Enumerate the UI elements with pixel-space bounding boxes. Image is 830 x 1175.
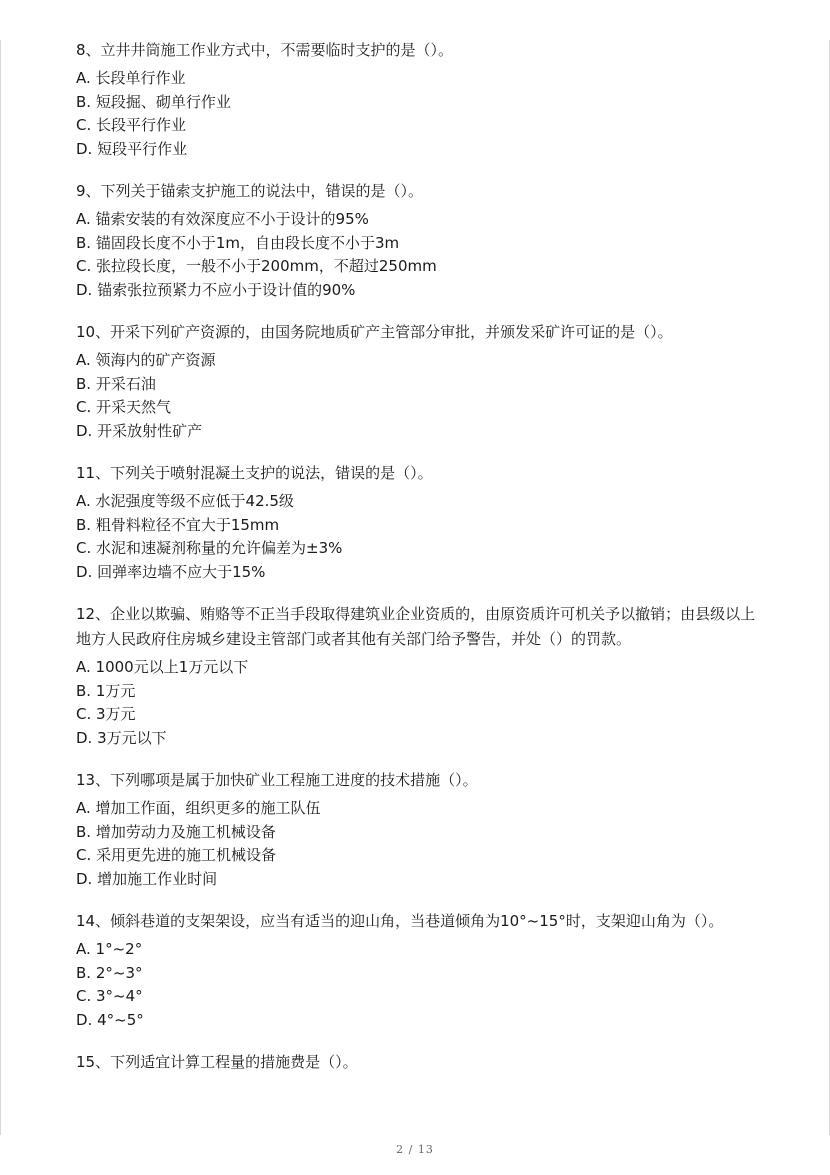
option-c: C. 水泥和速凝剂称量的允许偏差为±3% (76, 539, 343, 557)
option-a: A. 1000元以上1万元以下 (76, 658, 249, 676)
page-border-left (0, 40, 1, 1135)
option-b: B. 增加劳动力及施工机械设备 (76, 822, 276, 841)
option-c: C. 3°~4° (76, 987, 143, 1005)
option-a: A. 长段单行作业 (76, 69, 186, 87)
option-d: D. 短段平行作业 (76, 139, 188, 158)
question-8 (76, 38, 756, 161)
option-d: D. 4°~5° (76, 1010, 144, 1029)
option-d: D. 增加施工作业时间 (76, 869, 218, 888)
page-number: 2 / 13 (396, 1143, 434, 1156)
option-a: A. 领海内的矿产资源 (76, 351, 216, 369)
option-c: C. 张拉段长度，一般不小于200mm，不超过250mm (76, 257, 437, 275)
question-14 (76, 909, 756, 1032)
question-11 (76, 461, 756, 584)
option-d: D. 3万元以下 (76, 728, 167, 747)
question-stem: 12、企业以欺骗、贿赂等不正当手段取得建筑业企业资质的，由原资质许可机关予以撤销；由县级以上地方人民政府住房城乡建设主管部门或者其他有关部门给予警告，并处（）的罚款。 (76, 605, 756, 648)
option-a: A. 锚索安装的有效深度应不小于设计的95% (76, 210, 369, 228)
option-a: A. 1°~2° (76, 940, 143, 958)
question-stem: 8、立井井筒施工作业方式中，不需要临时支护的是（）。 (76, 41, 454, 59)
question-12 (76, 602, 756, 750)
option-b: B. 1万元 (76, 681, 136, 700)
question-stem: 11、下列关于喷射混凝土支护的说法，错误的是（）。 (76, 464, 433, 482)
option-d: D. 回弹率边墙不应大于15% (76, 562, 266, 581)
question-stem: 10、开采下列矿产资源的，由国务院地质矿产主管部分审批，并颁发采矿许可证的是（）。 (76, 323, 673, 341)
option-b: B. 粗骨料粒径不宜大于15mm (76, 515, 280, 534)
option-c: C. 长段平行作业 (76, 116, 187, 134)
question-stem: 9、下列关于锚索支护施工的说法中，错误的是（）。 (76, 182, 424, 200)
question-stem: 13、下列哪项是属于加快矿业工程施工进度的技术措施（）。 (76, 771, 478, 789)
option-b: B. 2°~3° (76, 963, 143, 982)
question-10 (76, 320, 756, 443)
option-c: C. 采用更先进的施工机械设备 (76, 846, 277, 864)
option-a: A. 水泥强度等级不应低于42.5级 (76, 492, 294, 510)
question-stem: 14、倾斜巷道的支架架设，应当有适当的迎山角，当巷道倾角为10°~15°时，支架迎山角为（）。 (76, 912, 724, 930)
question-13 (76, 768, 756, 891)
option-c: C. 3万元 (76, 705, 136, 723)
option-a: A. 增加工作面，组织更多的施工队伍 (76, 799, 321, 817)
document-content (76, 38, 756, 1093)
option-b: B. 锚固段长度不小于1m，自由段长度不小于3m (76, 233, 400, 252)
question-15 (76, 1050, 756, 1075)
question-stem: 15、下列适宜计算工程量的措施费是（）。 (76, 1053, 358, 1071)
question-9 (76, 179, 756, 302)
option-b: B. 短段掘、砌单行作业 (76, 92, 231, 111)
option-c: C. 开采天然气 (76, 398, 172, 416)
option-d: D. 开采放射性矿产 (76, 421, 203, 440)
option-b: B. 开采石油 (76, 374, 156, 393)
option-d: D. 锚索张拉预紧力不应小于设计值的90% (76, 280, 356, 299)
